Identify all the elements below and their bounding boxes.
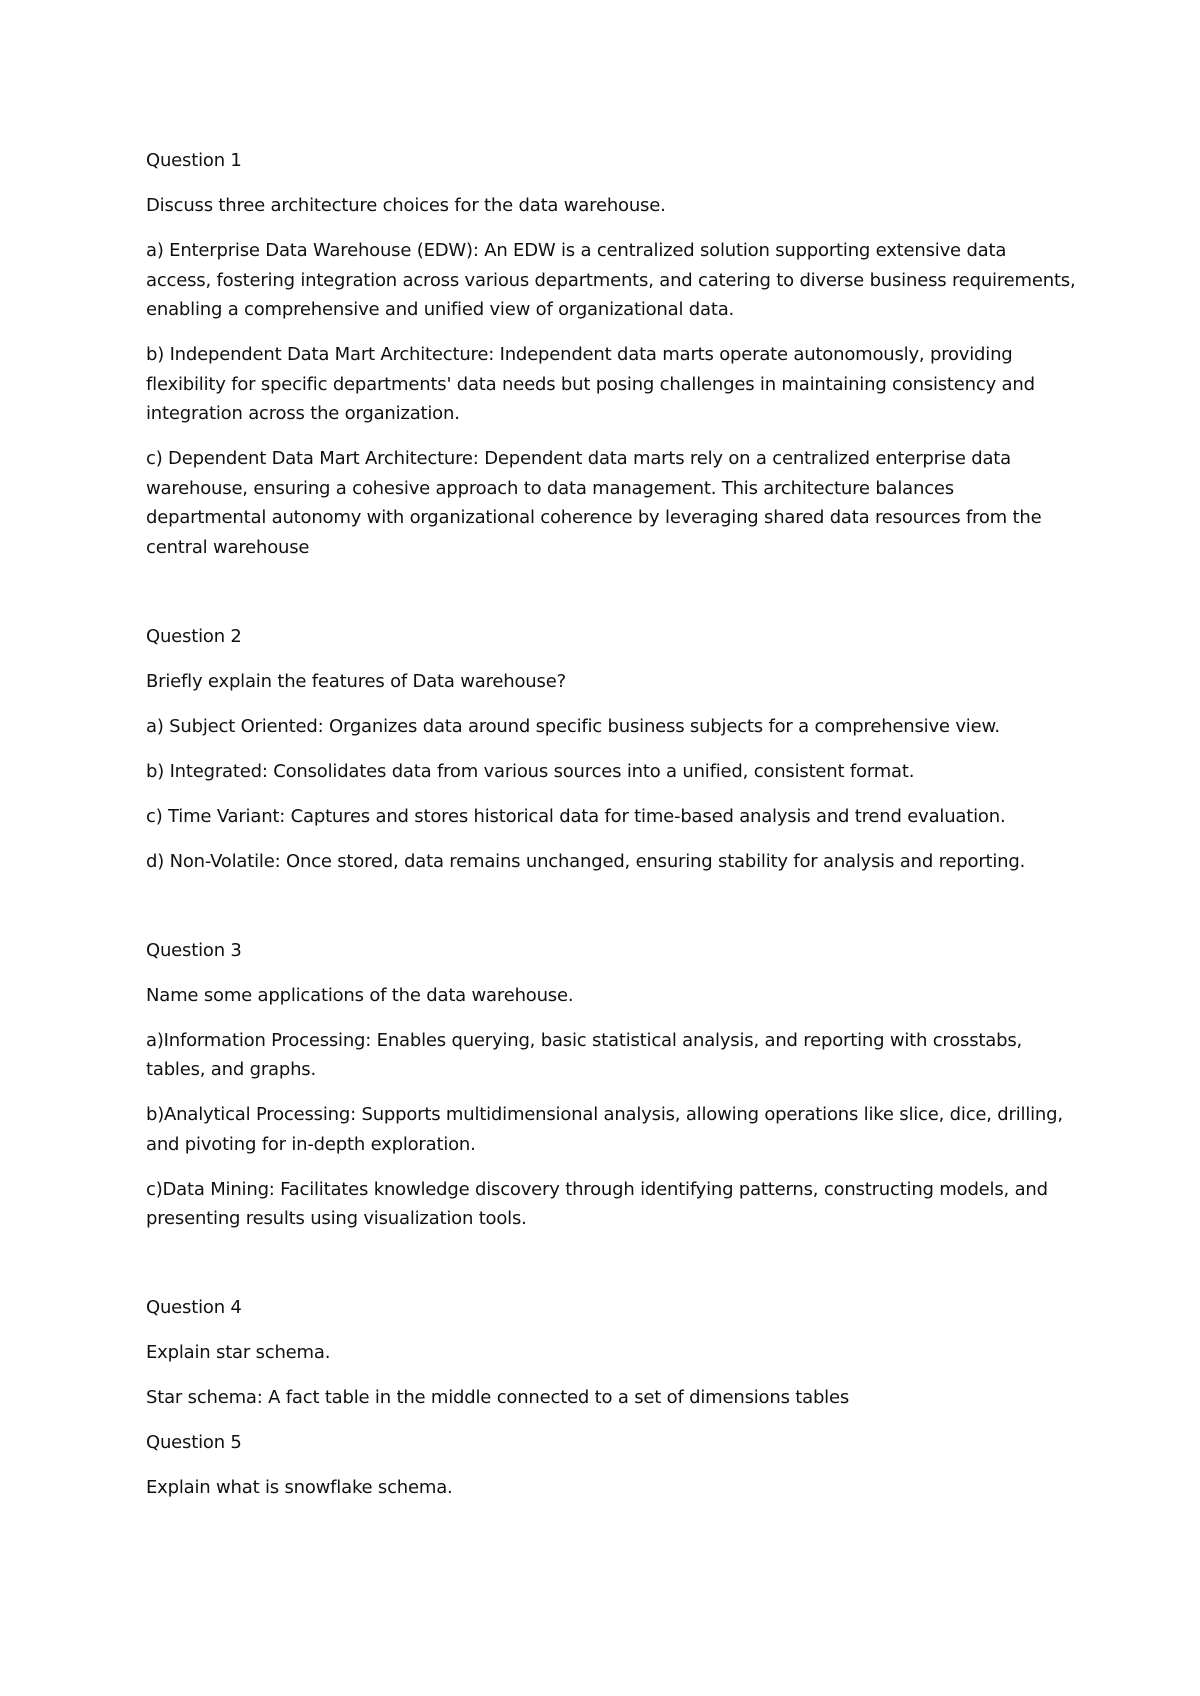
question-1-prompt: Discuss three architecture choices for the data warehouse. xyxy=(146,195,666,216)
question-2-answer-c: c) Time Variant: Captures and stores historical data for time-based analysis and trend evaluation. xyxy=(146,805,1006,827)
question-2-answer-d: d) Non-Volatile: Once stored, data remains unchanged, ensuring stability for analysis and reporting. xyxy=(146,850,1026,872)
section-spacer xyxy=(146,892,1076,936)
question-1-answer-b: b) Independent Data Mart Architecture: Independent data marts operate autonomously, providing flexibility for specific departments' data needs but posing challenges in maintaining consistency and integration across the organization. xyxy=(146,344,1035,424)
question-3-heading: Question 3 xyxy=(146,939,242,961)
question-4-section xyxy=(146,1293,1076,1413)
question-5-heading: Question 5 xyxy=(146,1432,242,1453)
question-1-heading: Question 1 xyxy=(146,150,242,171)
question-1-section xyxy=(146,146,1076,562)
question-3-answer-b: b)Analytical Processing: Supports multidimensional analysis, allowing operations like slice, dice, drilling, and pivoting for in-depth exploration. xyxy=(146,1104,1063,1155)
question-2-answer-a: a) Subject Oriented: Organizes data around specific business subjects for a comprehensive view. xyxy=(146,715,1000,737)
question-1-answer-c: c) Dependent Data Mart Architecture: Dependent data marts rely on a centralized enterprise data warehouse, ensuring a cohesive approach to data management. This architecture balances departmental autonomy with organizational coherence by leveraging shared data resources from the central warehouse xyxy=(146,448,1042,558)
question-2-heading: Question 2 xyxy=(146,625,242,647)
section-spacer xyxy=(146,1249,1076,1293)
question-2-section xyxy=(146,622,1076,877)
question-3-answer-a: a)Information Processing: Enables querying, basic statistical analysis, and reporting with crosstabs, tables, and graphs. xyxy=(146,1029,1023,1080)
document-body xyxy=(146,146,1076,1518)
question-3-section xyxy=(146,936,1076,1234)
question-3-answer-c: c)Data Mining: Facilitates knowledge discovery through identifying patterns, constructing models, and presenting results using visualization tools. xyxy=(146,1178,1048,1229)
question-1-answer-a: a) Enterprise Data Warehouse (EDW): An EDW is a centralized solution supporting extensive data access, fostering integration across various departments, and catering to diverse business requirements, enabling a comprehensive and unified view of organizational data. xyxy=(146,240,1076,320)
question-2-prompt: Briefly explain the features of Data warehouse? xyxy=(146,670,566,692)
question-3-prompt: Name some applications of the data warehouse. xyxy=(146,984,574,1006)
question-2-answer-b: b) Integrated: Consolidates data from various sources into a unified, consistent format. xyxy=(146,760,915,782)
section-spacer xyxy=(146,578,1076,622)
question-5-section xyxy=(146,1428,1076,1503)
question-4-heading: Question 4 xyxy=(146,1297,242,1318)
question-4-prompt: Explain star schema. xyxy=(146,1342,331,1363)
question-5-prompt: Explain what is snowflake schema. xyxy=(146,1477,453,1498)
question-4-answer: Star schema: A fact table in the middle connected to a set of dimensions tables xyxy=(146,1387,850,1408)
